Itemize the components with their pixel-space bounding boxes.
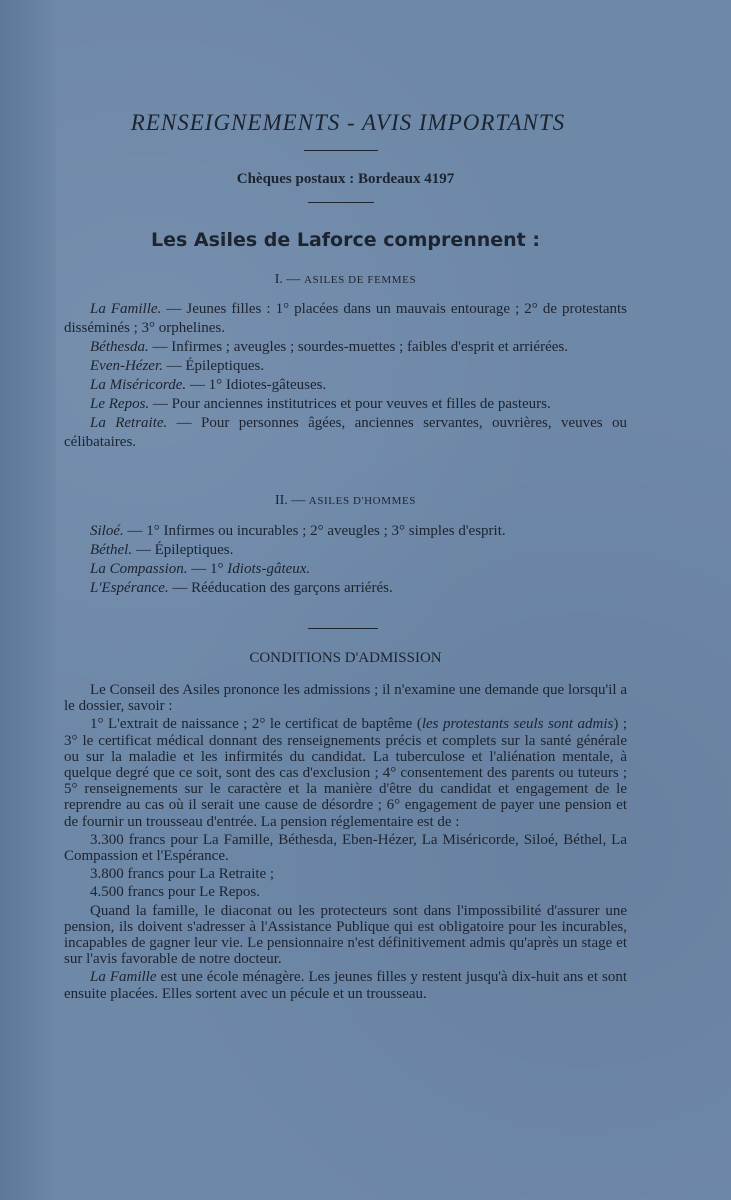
asylum-description: — Épileptiques.: [162, 358, 265, 374]
paragraph: 3.300 francs pour La Famille, Béthesda, Eben-Hézer, La Miséricorde, Siloé, Béthel, La Compassion et l'Espérance.: [64, 831, 627, 865]
women-asylum-list: [64, 300, 627, 452]
paragraph-part: 1° L'extrait de naissance ; 2° le certificat de baptême (: [90, 716, 422, 733]
title-rule: [304, 150, 378, 151]
paragraph-italic: La Famille: [90, 969, 157, 986]
paragraph: Le Conseil des Asiles prononce les admissions ; il n'examine une demande que lorsqu'il a le dossier, savoir :: [64, 682, 627, 715]
asylum-name: Le Repos.: [90, 396, 150, 412]
asylum-description: — Infirmes ; aveugles ; sourdes-muettes ; faibles d'esprit et arriérées.: [148, 339, 568, 355]
conditions-rule: [308, 628, 378, 629]
asylum-name: La Retraite.: [90, 415, 168, 431]
list-item: [64, 579, 627, 598]
paragraph: [64, 969, 627, 1001]
women-section-label: ASILES DE FEMMES: [303, 274, 417, 286]
asylum-description: — Pour anciennes institutrices et pour veuves et filles de pasteurs.: [149, 396, 551, 412]
men-section-label: ASILES D'HOMMES: [308, 495, 417, 507]
paragraph-part: ) ; 3° le certificat médical donnant des renseignements précis et complets sur la santé générale ou sur la maladie et les infirmités du candidat. La tuberculose et l'aliénation mentale, à quelque degré que ce soit, sont des cas d'exclusion ; 4° consentement des parents ou tuteurs ; 5° renseignements sur le caractère et la manière d'être du candidat et engagement de le reprendre au cas où il serait une cause de désordre ; 6° engagement de payer une pension et de fournir un trousseau d'entrée. La pension réglementaire est de :: [64, 716, 627, 830]
asylum-description: — 1° Idiotes-gâteuses.: [186, 377, 327, 393]
list-item: [64, 414, 627, 452]
asylum-name: Béthesda.: [90, 339, 149, 355]
list-item: [64, 338, 627, 357]
asylum-name: Even-Hézer.: [90, 358, 163, 374]
men-section-head: [64, 493, 627, 509]
asylum-description: — 1° Infirmes ou incurables ; 2° aveugles ; 3° simples d'esprit.: [123, 523, 506, 539]
men-asylum-list: [64, 522, 627, 598]
conditions-title: CONDITIONS D'ADMISSION: [249, 650, 442, 666]
asylum-description-italic: Idiots-gâteux.: [227, 561, 311, 577]
women-section-head: [64, 272, 627, 288]
asylum-name: Siloé.: [90, 523, 124, 539]
paragraph: [64, 716, 627, 829]
list-item: [64, 522, 627, 541]
asylum-description: — Jeunes filles : 1° placées dans un mauvais entourage ; 2° de protestants disséminés ; 3° orphelines.: [64, 301, 628, 336]
asylum-name: La Compassion.: [90, 561, 188, 577]
list-item: [64, 300, 627, 338]
subtitle-rule: [308, 202, 374, 203]
paragraph: 4.500 francs pour Le Repos.: [90, 884, 260, 901]
paragraph: Quand la famille, le diaconat ou les protecteurs sont dans l'impossibilité d'assurer une pension, ils doivent s'adresser à l'Assistance Publique qui est obligatoire pour les incurables, incapables de gagner leur vie. Le pensionnaire n'est définitivement admis qu'après un stage et sur l'avis favorable de notre docteur.: [64, 902, 627, 968]
paragraph-italic: les protestants seuls sont admis: [421, 716, 614, 733]
asylum-description: — Rééducation des garçons arriérés.: [168, 580, 393, 596]
paragraph-part: est une école ménagère. Les jeunes filles y restent jusqu'à dix-huit ans et sont ensuite placées. Elles sortent avec un pécule et un trousseau.: [64, 969, 628, 1002]
asylum-name: Béthel.: [90, 542, 133, 558]
postal-cheque-line: Chèques postaux : Bordeaux 4197: [236, 171, 455, 187]
women-section-number: I. —: [274, 272, 301, 287]
list-item: [64, 560, 627, 579]
list-item: [64, 541, 627, 560]
men-section-number: II. —: [274, 493, 306, 508]
asylum-name: La Miséricorde.: [90, 377, 187, 393]
asylum-description: — 1°: [187, 561, 228, 577]
conditions-text: [64, 682, 627, 1004]
section-heading: Les Asiles de Laforce comprennent :: [151, 229, 540, 251]
list-item: [64, 395, 627, 414]
asylum-name: La Famille.: [90, 301, 162, 317]
list-item: [64, 376, 627, 395]
page-spine-shadow: [0, 0, 56, 1200]
page-title: RENSEIGNEMENTS - AVIS IMPORTANTS: [130, 110, 566, 135]
asylum-name: L'Espérance.: [90, 580, 169, 596]
list-item: [64, 357, 627, 376]
asylum-description: — Épileptiques.: [132, 542, 234, 558]
asylum-description: — Pour personnes âgées, anciennes servantes, ouvrières, veuves ou célibataires.: [64, 415, 627, 450]
paragraph: 3.800 francs pour La Retraite ;: [90, 866, 275, 883]
